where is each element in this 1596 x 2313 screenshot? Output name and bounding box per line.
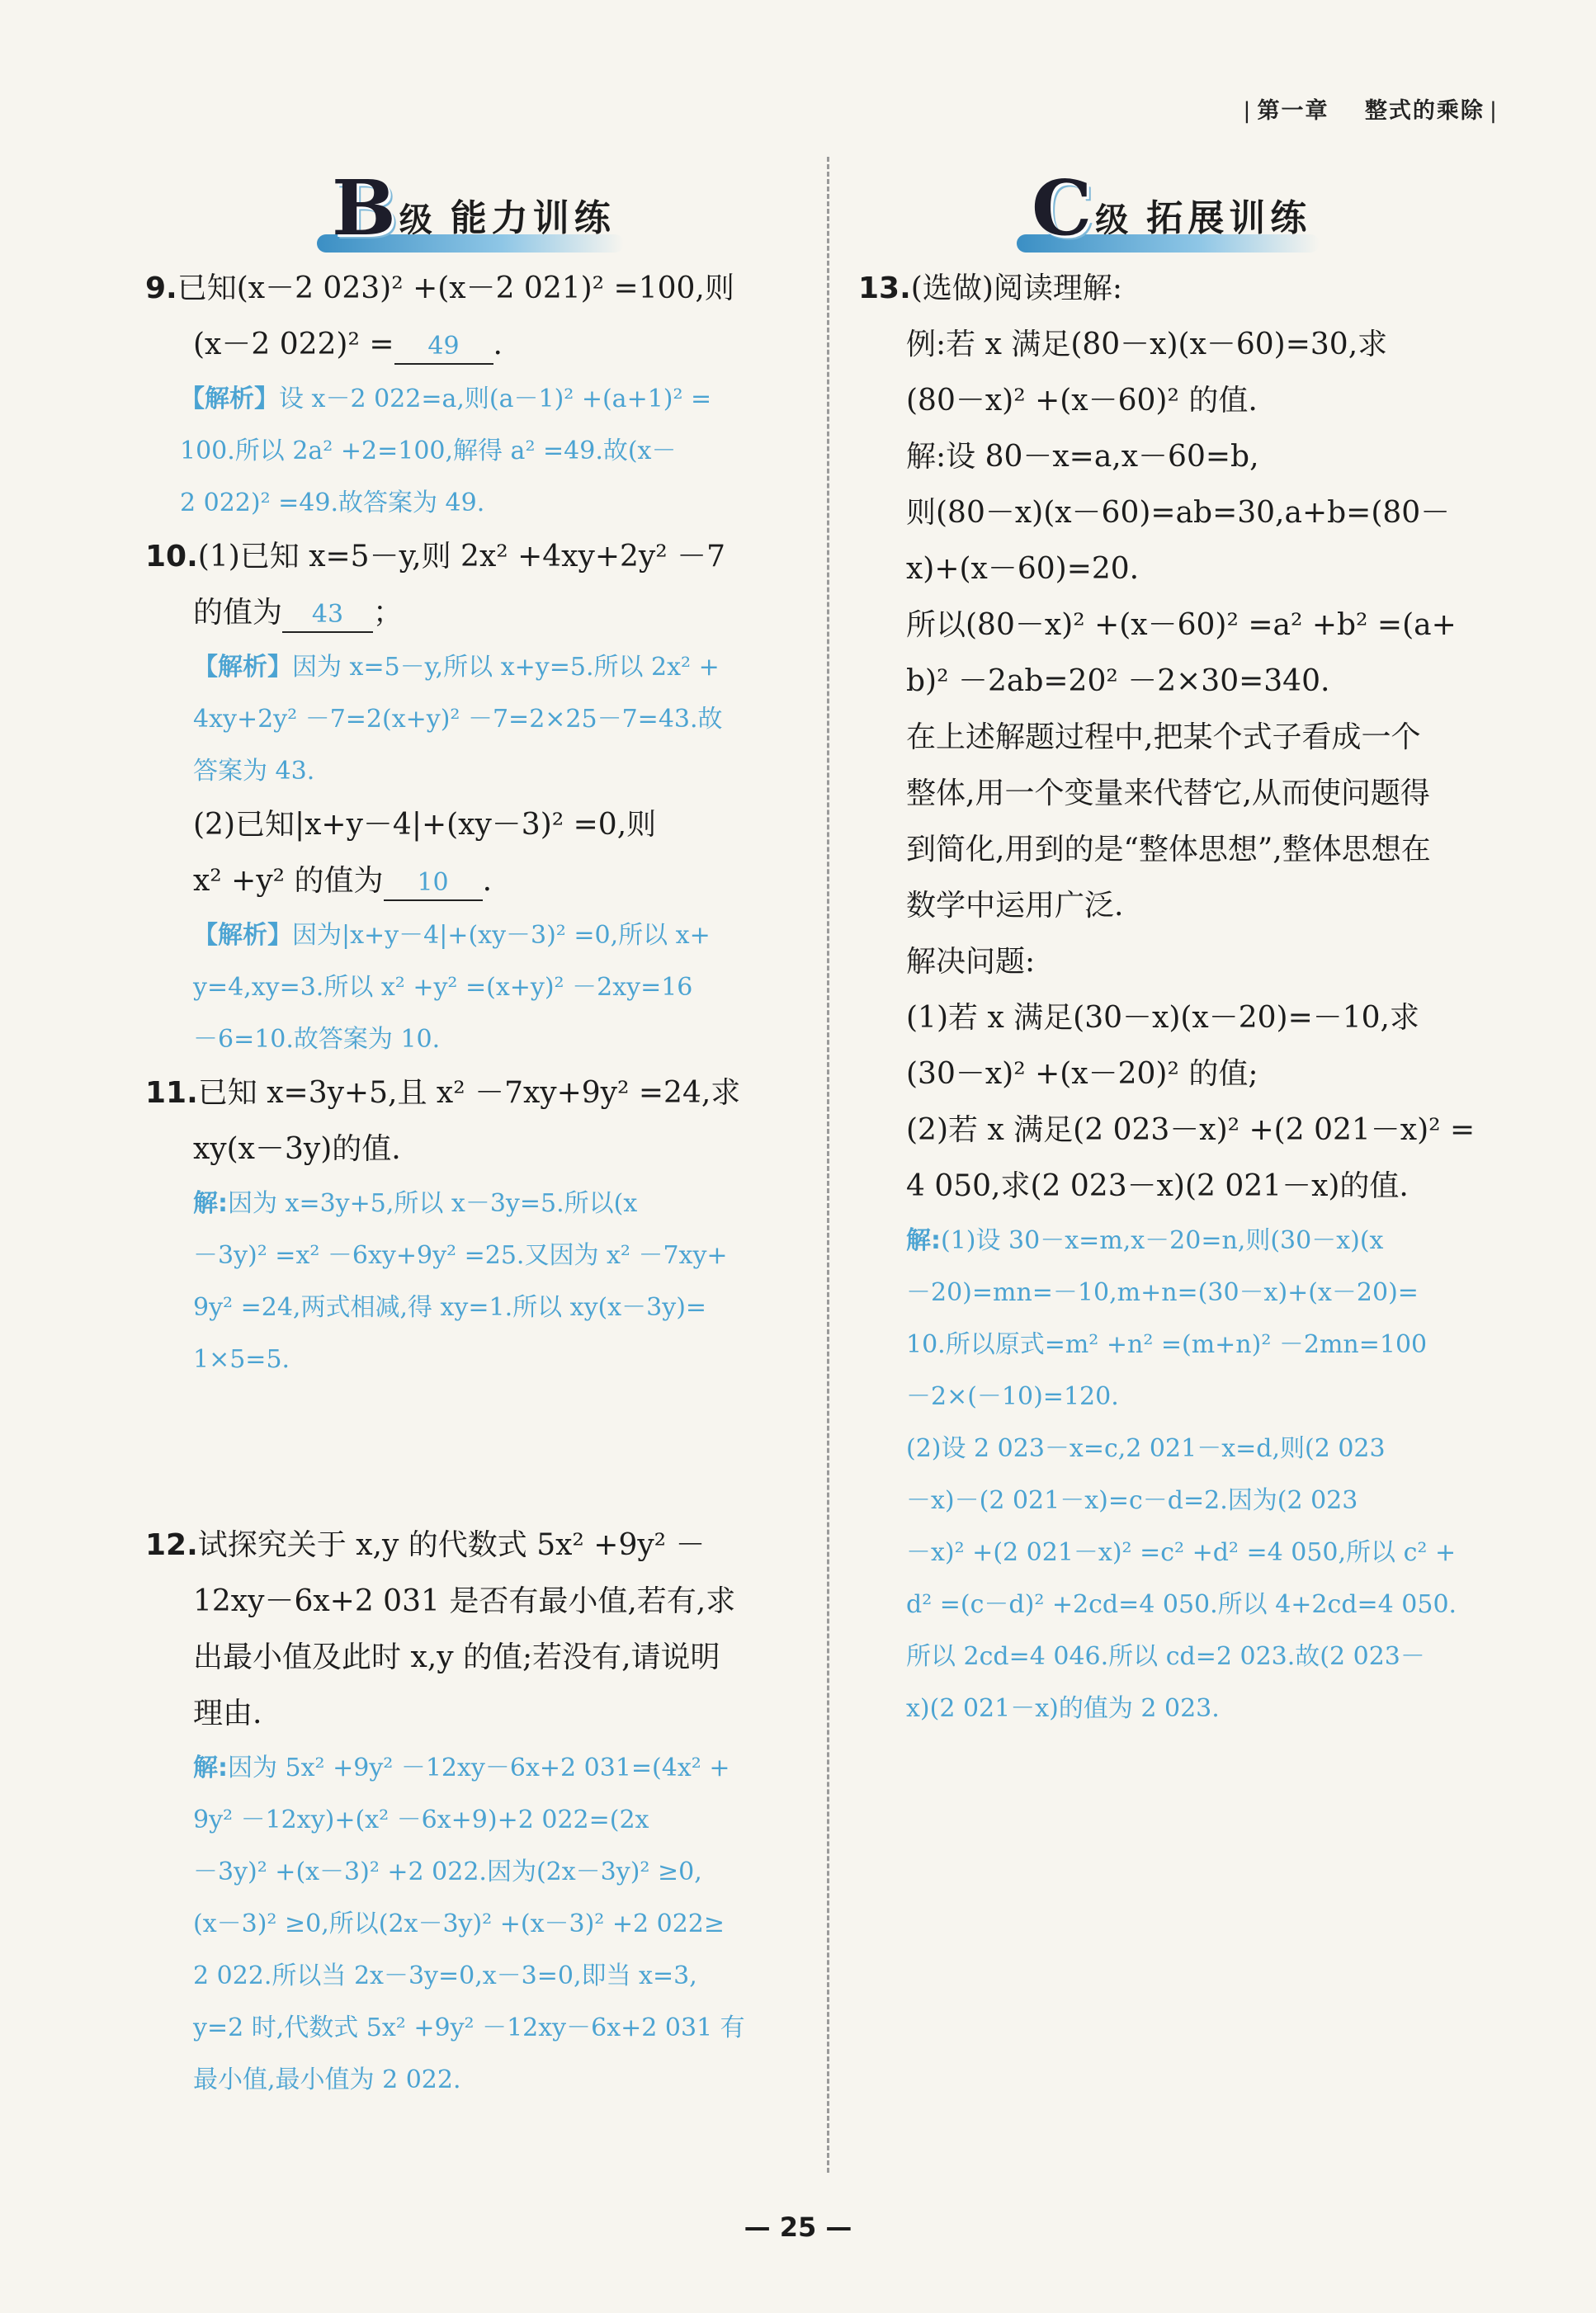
solution-line: －3y)² =x² －6xy+9y² =25.又因为 x² －7xy+: [193, 1241, 728, 1270]
solution-line: d² =(c－d)² +2cd=4 050.所以 4+2cd=4 050.: [906, 1590, 1457, 1619]
solution-line: 所以 2cd=4 046.所以 cd=2 023.故(2 023－: [906, 1642, 1425, 1671]
question-text: 例:若 x 满足(80－x)(x－60)=30,求: [906, 328, 1388, 361]
analysis-tag: 【解析】: [193, 653, 292, 682]
solution-line: 1×5=5.: [193, 1345, 290, 1374]
question-number: 11.: [145, 1076, 198, 1110]
solution-tag: 解:: [193, 1754, 228, 1782]
question-13: [858, 261, 1518, 1215]
solution-line: 因为 x=3y+5,所以 x－3y=5.所以(x: [228, 1189, 638, 1218]
solution-12: [145, 1742, 805, 2106]
question-text: 在上述解题过程中,把某个式子看成一个: [906, 720, 1421, 754]
question-text: 数学中运用广泛.: [906, 889, 1124, 923]
column-divider: [827, 157, 829, 2173]
question-9: [145, 261, 805, 373]
left-column: [145, 261, 805, 2106]
analysis-line: 设 x－2 022=a,则(a－1)² +(a+1)² =: [279, 385, 712, 413]
section-c-title: [1032, 163, 1312, 253]
question-10: [145, 529, 805, 641]
section-c-letter: C: [1032, 163, 1093, 253]
question-title: (选做)阅读理解:: [910, 271, 1123, 305]
solution-13: [858, 1215, 1518, 1735]
solution-tag: 解:: [906, 1226, 941, 1255]
analysis-tag: 【解析】: [193, 921, 292, 950]
answer-blank: 43: [282, 598, 373, 633]
question-text: 解决问题:: [906, 945, 1036, 979]
question-text: (2)若 x 满足(2 023－x)² +(2 021－x)² =: [906, 1113, 1476, 1147]
solution-line: (x－3)² ≥0,所以(2x－3y)² +(x－3)² +2 022≥: [193, 1909, 725, 1938]
analysis-line: 2 022)² =49.故答案为 49.: [180, 489, 485, 517]
question-11: [145, 1065, 805, 1178]
question-text: 解:设 80－x=a,x－60=b,: [906, 440, 1259, 474]
question-number: 10.: [145, 540, 198, 574]
chapter-header: | 第一章 整式的乘除 |: [1243, 98, 1499, 124]
chapter-label: 第一章: [1257, 98, 1329, 124]
solution-line: (2)设 2 023－x=c,2 021－x=d,则(2 023: [906, 1434, 1386, 1463]
section-b-level: 级: [399, 201, 432, 239]
analysis-line: y=4,xy=3.所以 x² +y² =(x+y)² －2xy=16: [193, 973, 693, 1002]
section-b-name: 能力训练: [450, 197, 616, 239]
question-text: (1)若 x 满足(30－x)(x－20)=－10,求: [906, 1001, 1420, 1035]
analysis-line: 因为 x=5－y,所以 x+y=5.所以 2x² +: [292, 653, 720, 682]
question-text: 已知(x－2 023)² +(x－2 021)² =100,则: [177, 271, 734, 305]
analysis-line: －6=10.故答案为 10.: [193, 1025, 441, 1054]
page-number: — 25 —: [744, 2212, 852, 2243]
solution-line: －20)=mn=－10,m+n=(30－x)+(x－20)=: [906, 1278, 1419, 1307]
question-text: 试探究关于 x,y 的代数式 5x² +9y² －: [197, 1528, 706, 1562]
section-b-title: [332, 163, 616, 253]
question-text: 的值为: [193, 596, 283, 630]
solution-line: 9y² =24,两式相减,得 xy=1.所以 xy(x－3y)=: [193, 1293, 707, 1322]
question-text: ；: [373, 596, 404, 630]
question-12: [145, 1518, 805, 1742]
analysis-10-2: [145, 909, 805, 1065]
solution-11: [145, 1178, 805, 1385]
analysis-line: 4xy+2y² －7=2(x+y)² －7=2×25－7=43.故: [193, 705, 723, 734]
question-text: b)² －2ab=20² －2×30=340.: [906, 664, 1330, 698]
question-text: .: [482, 864, 493, 898]
section-c-level: 级: [1095, 201, 1129, 239]
analysis-line: 100.所以 2a² +2=100,解得 a² =49.故(x－: [180, 437, 677, 465]
question-text: xy(x－3y)的值.: [193, 1132, 401, 1166]
solution-line: y=2 时,代数式 5x² +9y² －12xy－6x+2 031 有: [193, 2013, 745, 2042]
question-text: 到简化,用到的是“整体思想”,整体思想在: [906, 833, 1431, 866]
question-text: 出最小值及此时 x,y 的值;若没有,请说明: [193, 1640, 720, 1674]
solution-line: 10.所以原式=m² +n² =(m+n)² －2mn=100: [906, 1330, 1428, 1359]
question-text: (1)已知 x=5－y,则 2x² +4xy+2y² －7: [197, 540, 726, 574]
question-text: 则(80－x)(x－60)=ab=30,a+b=(80－: [906, 496, 1451, 530]
question-text: (2)已知|x+y－4|+(xy－3)² =0,则: [193, 808, 657, 842]
question-number: 12.: [145, 1528, 198, 1562]
question-text: (30－x)² +(x－20)² 的值;: [906, 1057, 1258, 1091]
question-text: (x－2 022)² =: [193, 328, 394, 361]
answer-blank: 10: [384, 866, 483, 901]
section-c-name: 拓展训练: [1146, 197, 1312, 239]
section-b-letter: B: [332, 163, 396, 253]
analysis-9: [145, 373, 805, 529]
solution-line: －2×(－10)=120.: [906, 1382, 1119, 1411]
question-text: 4 050,求(2 023－x)(2 021－x)的值.: [906, 1169, 1409, 1203]
question-text: 已知 x=3y+5,且 x² －7xy+9y² =24,求: [197, 1076, 741, 1110]
analysis-10-1: [145, 641, 805, 797]
solution-tag: 解:: [193, 1189, 228, 1218]
question-text: 理由.: [193, 1697, 262, 1730]
analysis-tag: 【解析】: [180, 385, 279, 413]
solution-line: x)(2 021－x)的值为 2 023.: [906, 1694, 1220, 1723]
question-10-2: [145, 797, 805, 909]
answer-blank: 49: [394, 330, 493, 365]
solution-line: 9y² －12xy)+(x² －6x+9)+2 022=(2x: [193, 1806, 649, 1834]
solution-line: 最小值,最小值为 2 022.: [193, 2065, 461, 2094]
question-text: 整体,用一个变量来代替它,从而使问题得: [906, 777, 1430, 810]
analysis-line: 答案为 43.: [193, 757, 315, 786]
analysis-line: 因为|x+y－4|+(xy－3)² =0,所以 x+: [292, 921, 711, 950]
question-number: 13.: [858, 271, 911, 305]
question-text: .: [493, 328, 503, 361]
question-text: 所以(80－x)² +(x－60)² =a² +b² =(a+: [906, 608, 1457, 642]
solution-line: (1)设 30－x=m,x－20=n,则(30－x)(x: [941, 1226, 1384, 1255]
solution-line: －x)² +(2 021－x)² =c² +d² =4 050,所以 c² +: [906, 1538, 1457, 1567]
solution-line: －3y)² +(x－3)² +2 022.因为(2x－3y)² ≥0,: [193, 1857, 702, 1886]
solution-line: －x)－(2 021－x)=c－d=2.因为(2 023: [906, 1486, 1358, 1515]
question-text: x² +y² 的值为: [193, 864, 384, 898]
chapter-topic: 整式的乘除: [1364, 98, 1485, 124]
question-number: 9.: [145, 271, 177, 305]
question-text: x)+(x－60)=20.: [906, 552, 1140, 586]
question-text: 12xy－6x+2 031 是否有最小值,若有,求: [193, 1584, 736, 1618]
solution-line: 2 022.所以当 2x－3y=0,x－3=0,即当 x=3,: [193, 1961, 697, 1990]
solution-line: 因为 5x² +9y² －12xy－6x+2 031=(4x² +: [228, 1754, 730, 1782]
question-text: (80－x)² +(x－60)² 的值.: [906, 384, 1258, 418]
right-column: [858, 261, 1518, 1735]
